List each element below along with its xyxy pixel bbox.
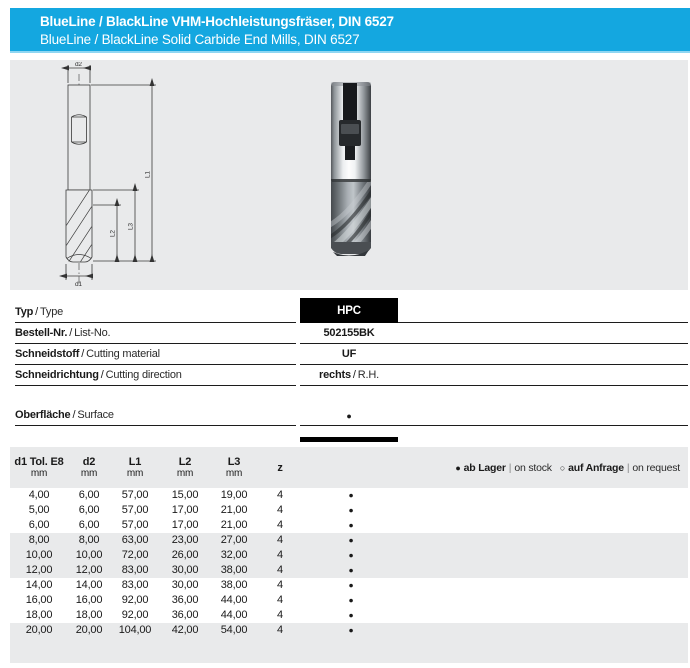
dim-label-d1: d1 bbox=[75, 281, 82, 288]
request-circle-icon: ○ bbox=[559, 462, 566, 473]
legend-request-en: on request bbox=[632, 461, 680, 474]
spec-value-material bbox=[300, 344, 688, 365]
cell-d1: 14,00 bbox=[25, 579, 53, 591]
cell-l3: 38,00 bbox=[220, 579, 248, 591]
legend-stock-de: ab Lager bbox=[463, 461, 506, 474]
cell-d2: 16,00 bbox=[75, 594, 103, 606]
table-filler-band bbox=[10, 638, 688, 663]
spec-label-type bbox=[15, 296, 296, 323]
column-header-d2: d2 mm bbox=[80, 455, 98, 479]
cell-l3: 44,00 bbox=[220, 594, 248, 606]
table-row bbox=[10, 563, 688, 578]
dim-label-d2: d2 bbox=[75, 62, 82, 68]
column-header-l2: L2 mm bbox=[176, 455, 194, 479]
cell-d2: 6,00 bbox=[78, 504, 100, 516]
surface-stock-dot: ● bbox=[346, 411, 352, 421]
spec-row-material bbox=[15, 344, 688, 365]
dim-label-l2: L2 bbox=[109, 230, 117, 237]
spec-label-listno-de: Bestell-Nr. bbox=[15, 327, 68, 339]
slash-separator: / bbox=[81, 348, 85, 360]
table-header bbox=[10, 447, 688, 488]
page-title-de: BlueLine / BlackLine VHM-Hochleistungsfräser, DIN 6527 bbox=[40, 14, 394, 29]
cell-l1: 63,00 bbox=[121, 534, 149, 546]
dim-label-l3: L3 bbox=[127, 223, 135, 230]
cell-l2: 17,00 bbox=[171, 504, 199, 516]
column-end-bar bbox=[300, 437, 398, 442]
end-mill-photo bbox=[328, 80, 376, 272]
table-row bbox=[10, 608, 688, 623]
spec-label-type-de: Typ bbox=[15, 306, 34, 318]
cell-d1: 20,00 bbox=[25, 624, 53, 636]
cell-stock-dot: ● bbox=[348, 625, 354, 635]
cell-z: 4 bbox=[277, 534, 283, 546]
cell-stock-dot: ● bbox=[348, 505, 354, 515]
spec-label-material-en: Cutting material bbox=[86, 348, 160, 360]
cell-d1: 4,00 bbox=[28, 489, 50, 501]
spec-label-listno-en: List-No. bbox=[74, 327, 111, 339]
table-row bbox=[10, 623, 688, 638]
column-header-d1: d1 Tol. E8 mm bbox=[14, 455, 64, 479]
cell-z: 4 bbox=[277, 564, 283, 576]
cell-d2: 6,00 bbox=[78, 519, 100, 531]
spec-row-type bbox=[15, 296, 688, 323]
spec-row-surface bbox=[15, 393, 688, 426]
cell-stock-dot: ● bbox=[348, 580, 354, 590]
cell-d1: 16,00 bbox=[25, 594, 53, 606]
cell-l3: 44,00 bbox=[220, 609, 248, 621]
spec-label-direction bbox=[15, 365, 296, 386]
legend-divider: | bbox=[626, 461, 630, 474]
cell-stock-dot: ● bbox=[348, 535, 354, 545]
spec-row-direction bbox=[15, 365, 688, 386]
cell-d2: 20,00 bbox=[75, 624, 103, 636]
cell-z: 4 bbox=[277, 624, 283, 636]
spec-value-type bbox=[300, 296, 688, 323]
cell-d2: 10,00 bbox=[75, 549, 103, 561]
slash-separator: / bbox=[352, 369, 356, 381]
table-row bbox=[10, 488, 688, 503]
cell-d2: 12,00 bbox=[75, 564, 103, 576]
cell-z: 4 bbox=[277, 609, 283, 621]
spec-label-surface-en: Surface bbox=[77, 409, 114, 421]
cell-l2: 15,00 bbox=[171, 489, 199, 501]
cell-stock-dot: ● bbox=[348, 550, 354, 560]
cell-d2: 14,00 bbox=[75, 579, 103, 591]
cell-l3: 54,00 bbox=[220, 624, 248, 636]
cell-l3: 32,00 bbox=[220, 549, 248, 561]
cell-l3: 21,00 bbox=[220, 504, 248, 516]
cell-l3: 21,00 bbox=[220, 519, 248, 531]
table-row bbox=[10, 518, 688, 533]
cell-d1: 6,00 bbox=[28, 519, 50, 531]
cell-d1: 12,00 bbox=[25, 564, 53, 576]
spec-label-surface bbox=[15, 393, 296, 426]
direction-value-de: rechts bbox=[319, 369, 351, 381]
spec-value-surface bbox=[300, 393, 688, 426]
legend-divider: | bbox=[508, 461, 512, 474]
cell-l2: 17,00 bbox=[171, 519, 199, 531]
cell-z: 4 bbox=[277, 579, 283, 591]
cell-stock-dot: ● bbox=[348, 565, 354, 575]
spec-value-listno bbox=[300, 323, 688, 344]
cell-l1: 57,00 bbox=[121, 504, 149, 516]
spec-label-type-en: Type bbox=[40, 306, 64, 318]
slash-separator: / bbox=[100, 369, 104, 381]
spec-label-direction-en: Cutting direction bbox=[105, 369, 182, 381]
table-row bbox=[10, 578, 688, 593]
cell-d1: 18,00 bbox=[25, 609, 53, 621]
cell-stock-dot: ● bbox=[348, 610, 354, 620]
table-row bbox=[10, 503, 688, 518]
page-title-en: BlueLine / BlackLine Solid Carbide End Mills, DIN 6527 bbox=[40, 32, 360, 47]
cutting-direction-value bbox=[300, 369, 398, 381]
cell-l2: 42,00 bbox=[171, 624, 199, 636]
spec-label-material-de: Schneidstoff bbox=[15, 348, 80, 360]
table-row bbox=[10, 548, 688, 563]
cell-l1: 92,00 bbox=[121, 609, 149, 621]
cutting-material-value: UF bbox=[341, 348, 357, 360]
cell-l2: 23,00 bbox=[171, 534, 199, 546]
cell-l2: 30,00 bbox=[171, 564, 199, 576]
table-body bbox=[10, 488, 688, 638]
dim-label-l1: L1 bbox=[144, 171, 152, 178]
cell-d2: 6,00 bbox=[78, 489, 100, 501]
cell-stock-dot: ● bbox=[348, 520, 354, 530]
cell-l2: 36,00 bbox=[171, 609, 199, 621]
cell-z: 4 bbox=[277, 519, 283, 531]
cell-stock-dot: ● bbox=[348, 490, 354, 500]
cell-z: 4 bbox=[277, 594, 283, 606]
column-header-l1: L1 mm bbox=[126, 455, 144, 479]
cell-d2: 18,00 bbox=[75, 609, 103, 621]
spec-table bbox=[15, 296, 688, 426]
cell-l2: 30,00 bbox=[171, 579, 199, 591]
cell-d1: 10,00 bbox=[25, 549, 53, 561]
spec-label-material bbox=[15, 344, 296, 365]
spec-label-direction-de: Schneidrichtung bbox=[15, 369, 99, 381]
spec-label-surface-de: Oberfläche bbox=[15, 409, 71, 421]
cell-l3: 27,00 bbox=[220, 534, 248, 546]
cell-l2: 36,00 bbox=[171, 594, 199, 606]
cell-l1: 83,00 bbox=[121, 564, 149, 576]
product-image-panel bbox=[10, 60, 688, 290]
legend-stock-en: on stock bbox=[514, 461, 552, 474]
direction-value-en: R.H. bbox=[357, 369, 379, 381]
spec-label-listno bbox=[15, 323, 296, 344]
cell-l1: 92,00 bbox=[121, 594, 149, 606]
cell-z: 4 bbox=[277, 504, 283, 516]
availability-legend bbox=[447, 447, 680, 488]
cell-z: 4 bbox=[277, 489, 283, 501]
slash-separator: / bbox=[69, 327, 73, 339]
title-bar bbox=[10, 8, 690, 53]
cell-l1: 83,00 bbox=[121, 579, 149, 591]
type-badge: HPC bbox=[300, 298, 398, 323]
technical-drawing bbox=[20, 62, 180, 288]
column-header-z: z bbox=[277, 461, 283, 474]
slash-separator: / bbox=[72, 409, 76, 421]
table-row bbox=[10, 593, 688, 608]
cell-l2: 26,00 bbox=[171, 549, 199, 561]
cell-l1: 72,00 bbox=[121, 549, 149, 561]
table-row bbox=[10, 533, 688, 548]
cell-l1: 57,00 bbox=[121, 519, 149, 531]
spec-row-listno bbox=[15, 323, 688, 344]
spec-value-direction bbox=[300, 365, 688, 386]
legend-request-de: auf Anfrage bbox=[568, 461, 624, 474]
slash-separator: / bbox=[35, 306, 38, 318]
column-header-l3: L3 mm bbox=[225, 455, 243, 479]
cell-l3: 38,00 bbox=[220, 564, 248, 576]
cell-stock-dot: ● bbox=[348, 595, 354, 605]
cell-l1: 57,00 bbox=[121, 489, 149, 501]
stock-dot-icon: ● bbox=[455, 462, 461, 473]
cell-d2: 8,00 bbox=[78, 534, 100, 546]
cell-d1: 5,00 bbox=[28, 504, 50, 516]
cell-d1: 8,00 bbox=[28, 534, 50, 546]
cell-z: 4 bbox=[277, 549, 283, 561]
cell-l1: 104,00 bbox=[118, 624, 152, 636]
list-no-value: 502155BK bbox=[323, 327, 375, 339]
cell-l3: 19,00 bbox=[220, 489, 248, 501]
